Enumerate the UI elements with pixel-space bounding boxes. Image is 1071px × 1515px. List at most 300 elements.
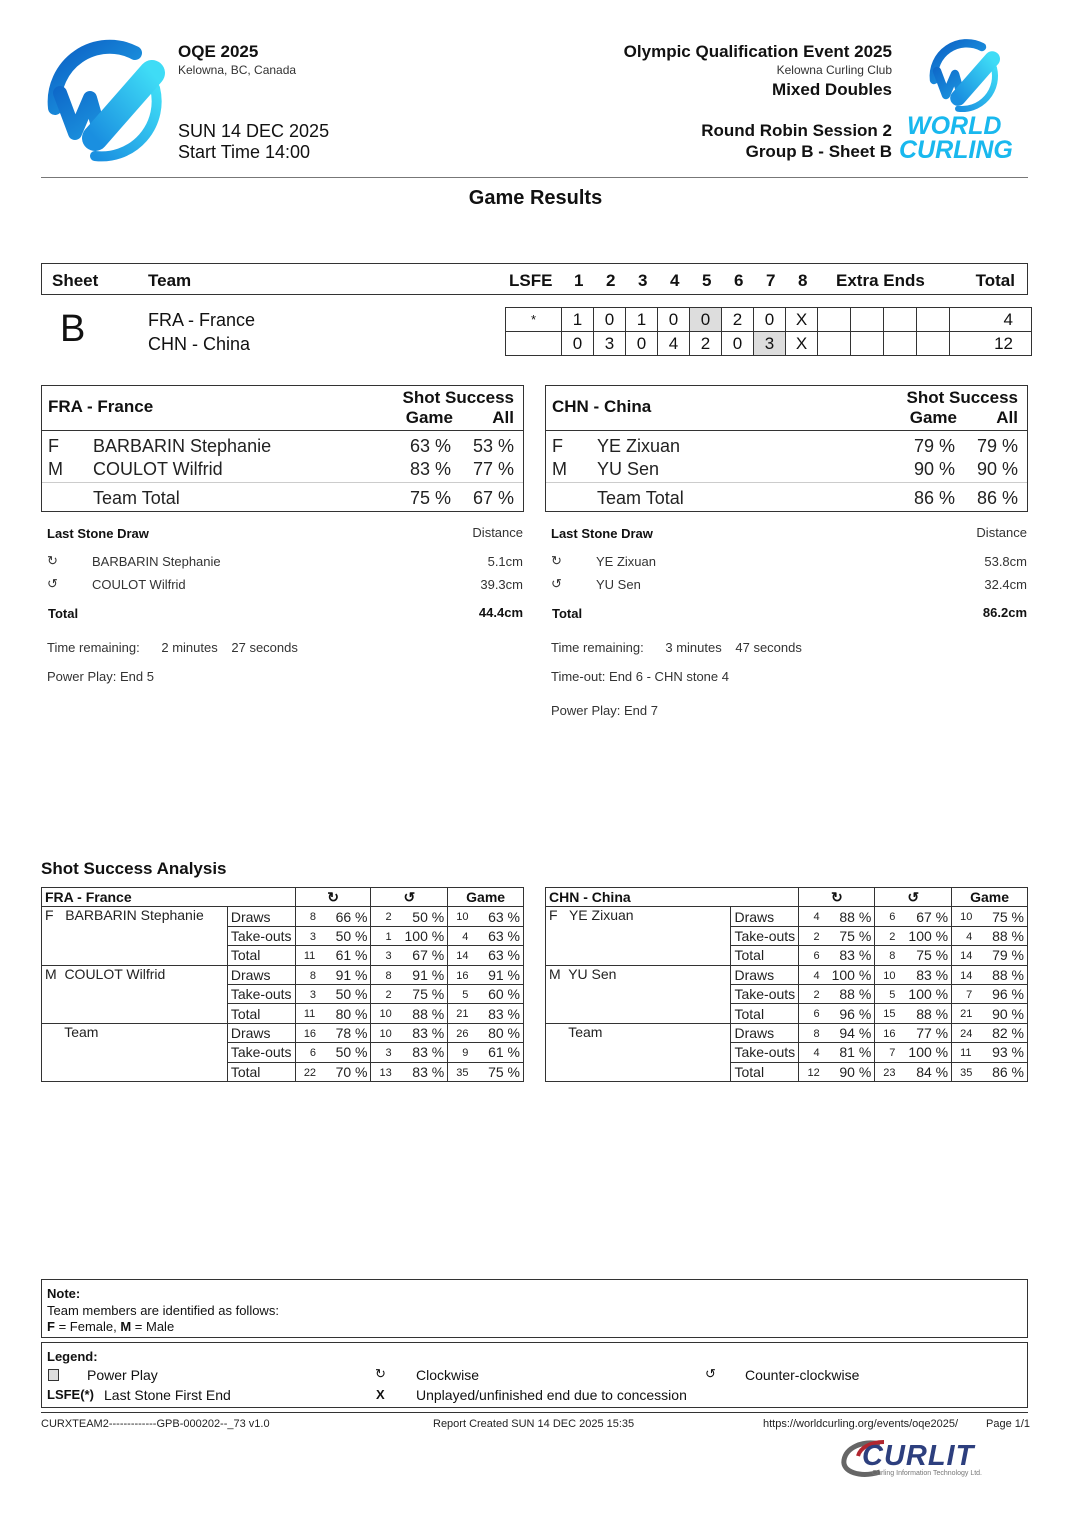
shot-pct: 90 %: [839, 1063, 872, 1080]
analysis-row: [546, 1023, 1028, 1042]
cw-stat: [295, 1062, 371, 1081]
time-remaining-chn: [551, 640, 802, 655]
ccw-stat: [875, 946, 952, 965]
shot-pct: 79 %: [992, 947, 1024, 964]
g-stat: [952, 1023, 1028, 1042]
cw-stat: [295, 946, 371, 965]
shot-count: 4: [462, 930, 469, 943]
g-stat: [448, 946, 524, 965]
g-stat: [448, 907, 524, 926]
pct-game: 90 %: [913, 459, 955, 479]
legend-x-key: X: [376, 1387, 385, 1402]
sheet-letter: B: [60, 308, 86, 350]
all-label: All: [492, 408, 514, 427]
shot-count: 8: [385, 969, 392, 982]
shot-success-header: [42, 386, 523, 431]
shot-count: 23: [883, 1066, 896, 1079]
shot-pct: 88 %: [916, 1005, 949, 1022]
cw-stat: [295, 965, 371, 984]
legend-title: Legend:: [47, 1349, 98, 1364]
shot-type: Total: [227, 1004, 295, 1023]
legend-lsfe-key: LSFE(*): [47, 1387, 94, 1402]
curlit-wordmark: CURLIT: [862, 1440, 975, 1472]
analysis-header-row: [42, 888, 524, 907]
shot-count: 35: [960, 1066, 973, 1079]
legend-power-play: Power Play: [87, 1367, 158, 1383]
shot-type: Draws: [227, 1023, 295, 1042]
shot-pct: 60 %: [488, 986, 520, 1003]
end-score: X: [786, 308, 818, 332]
ccw-stat: [371, 1023, 448, 1042]
shot-type: Draws: [731, 965, 799, 984]
col-total: Total: [975, 271, 1015, 290]
cw-stat: [799, 926, 875, 945]
page-number: Page 1/1: [986, 1418, 1031, 1430]
curlit-logo: [862, 1440, 974, 1473]
shot-pct: 83 %: [916, 966, 949, 983]
g-stat: [952, 946, 1028, 965]
brand-world: WORLD: [907, 112, 1002, 140]
g-stat: [448, 984, 524, 1003]
ccw-stat: [371, 926, 448, 945]
shot-type: Draws: [731, 907, 799, 926]
end-score: 4: [658, 332, 690, 356]
end-score: 2: [722, 308, 754, 332]
note-title: Note:: [47, 1286, 81, 1301]
team-name-fra: FRA - France: [148, 310, 256, 330]
shot-success-header: [546, 386, 1027, 431]
shot-pct: 88 %: [412, 1005, 445, 1022]
session: Round Robin Session 2: [701, 121, 892, 140]
seconds-label: seconds: [753, 640, 802, 655]
shot-count: 21: [960, 1008, 973, 1021]
shot-pct: 100 %: [908, 986, 949, 1003]
event-full-name: Olympic Qualification Event 2025: [623, 42, 892, 61]
shot-pct: 66 %: [335, 908, 368, 925]
end-score: 1: [562, 308, 594, 332]
player-name: COULOT Wilfrid: [93, 459, 223, 479]
shot-pct: 61 %: [335, 947, 368, 964]
curlit-subtitle: Curling Information Technology Ltd.: [872, 1470, 982, 1477]
event-url[interactable]: https://worldcurling.org/events/oqe2025/: [763, 1418, 959, 1430]
event-short-name: OQE 2025: [178, 42, 259, 61]
analysis-row: [546, 907, 1028, 926]
extra-end: [884, 332, 917, 356]
g-stat: [952, 1004, 1028, 1023]
shot-pct: 67 %: [916, 908, 949, 925]
female-value: = Female,: [54, 1319, 121, 1334]
shot-pct: 78 %: [335, 1024, 368, 1041]
shot-count: 6: [813, 1008, 820, 1021]
clockwise-icon: ↻: [295, 888, 371, 907]
shot-pct: 50 %: [335, 986, 368, 1003]
shot-pct: 83 %: [412, 1024, 445, 1041]
shot-pct: 96 %: [992, 986, 1024, 1003]
shot-count: 14: [456, 950, 469, 963]
ccw-stat: [875, 965, 952, 984]
time-remaining-label: Time remaining:: [551, 640, 644, 655]
ccw-stat: [875, 1023, 952, 1042]
end-score: 2: [690, 332, 722, 356]
col-lsfe: LSFE: [509, 271, 553, 290]
shot-count: 7: [966, 988, 973, 1001]
all-label: All: [996, 408, 1018, 427]
shot-count: 1: [385, 930, 392, 943]
g-stat: [952, 1043, 1028, 1062]
cw-stat: [799, 1043, 875, 1062]
shot-count: 4: [966, 930, 973, 943]
lsd-distance: 39.3cm: [480, 577, 523, 592]
team-name-chn: CHN - China: [148, 334, 251, 354]
shot-count: 24: [960, 1027, 973, 1040]
shot-count: 6: [889, 911, 896, 924]
shot-success-label: Shot Success: [906, 388, 1018, 407]
pct-all: 67 %: [472, 488, 514, 508]
shot-count: 4: [813, 911, 820, 924]
legend-clockwise: Clockwise: [416, 1367, 480, 1383]
shot-pct: 83 %: [412, 1044, 445, 1061]
shot-pct: 50 %: [335, 927, 368, 944]
analysis-row: [42, 965, 524, 984]
venue: Kelowna Curling Club: [776, 63, 892, 77]
cw-stat: [799, 965, 875, 984]
g-stat: [952, 926, 1028, 945]
scoreboard-header: [41, 263, 1028, 295]
end-score: 0: [722, 332, 754, 356]
end-score: X: [786, 332, 818, 356]
shot-count: 10: [379, 1027, 392, 1040]
analysis-header-row: [546, 888, 1028, 907]
lsfe-cell: [506, 332, 562, 356]
lsd-title: Last Stone Draw: [47, 526, 149, 541]
player-gender: F: [48, 436, 59, 456]
col-sheet: Sheet: [52, 271, 99, 290]
g-stat: [952, 984, 1028, 1003]
lsd-distance-label: Distance: [472, 525, 523, 540]
shot-pct: 61 %: [488, 1044, 520, 1061]
end-score: 0: [754, 308, 786, 332]
shot-count: 5: [889, 988, 896, 1001]
shot-count: 8: [309, 911, 316, 924]
shot-pct: 88 %: [839, 986, 872, 1003]
shot-count: 16: [456, 969, 469, 982]
analysis-table-chn: [545, 887, 1028, 1082]
g-stat: [952, 965, 1028, 984]
legend-x-value: Unplayed/unfinished end due to concession: [416, 1387, 687, 1403]
pct-all: 86 %: [976, 488, 1018, 508]
ccw-stat: [875, 1062, 952, 1081]
lsd-player: BARBARIN Stephanie: [92, 554, 221, 569]
shot-count: 26: [456, 1027, 469, 1040]
shot-count: 8: [889, 950, 896, 963]
shot-pct: 86 %: [992, 1063, 1024, 1080]
ccw-stat: [875, 1043, 952, 1062]
player-label: F BARBARIN Stephanie: [42, 907, 228, 965]
game-date: SUN 14 DEC 2025: [178, 121, 330, 141]
team-name: FRA - France: [42, 888, 296, 907]
shot-pct: 84 %: [916, 1063, 949, 1080]
shot-count: 5: [462, 988, 469, 1001]
shot-count: 6: [813, 950, 820, 963]
shot-type: Total: [227, 1062, 295, 1081]
g-stat: [448, 1004, 524, 1023]
extra-end: [884, 308, 917, 332]
team-name: CHN - China: [552, 397, 652, 416]
shot-count: 10: [960, 911, 973, 924]
extra-end: [917, 308, 950, 332]
player-label: F YE Zixuan: [546, 907, 731, 965]
lsd-player: COULOT Wilfrid: [92, 577, 186, 592]
legend-counter-clockwise: Counter-clockwise: [745, 1367, 860, 1383]
score-row-chn: [506, 332, 1032, 356]
time-remaining-fra: [47, 640, 298, 655]
end-score: 0: [594, 308, 626, 332]
g-stat: [448, 926, 524, 945]
shot-pct: 100 %: [908, 1044, 949, 1061]
event-location: Kelowna, BC, Canada: [178, 63, 297, 77]
pct-all: 90 %: [976, 459, 1018, 479]
shot-pct: 88 %: [992, 927, 1024, 944]
shot-pct: 91 %: [335, 966, 368, 983]
cw-stat: [295, 984, 371, 1003]
cw-stat: [295, 1043, 371, 1062]
extra-end: [818, 308, 851, 332]
counter-clockwise-icon: ↺: [551, 576, 562, 591]
clockwise-icon: ↻: [799, 888, 875, 907]
note-box: [41, 1279, 1028, 1338]
shot-pct: 91 %: [412, 966, 445, 983]
male-value: = Male: [131, 1319, 175, 1334]
minutes-value: 3: [665, 640, 673, 655]
cw-stat: [799, 1004, 875, 1023]
shot-count: 7: [889, 1047, 896, 1060]
extra-end: [851, 332, 884, 356]
shot-count: 14: [960, 950, 973, 963]
legend-lsfe-value: Last Stone First End: [104, 1387, 231, 1403]
shot-pct: 83 %: [488, 1005, 520, 1022]
pct-all: 79 %: [976, 436, 1018, 456]
pct-game: 86 %: [913, 488, 955, 508]
shot-pct: 91 %: [488, 966, 520, 983]
shot-count: 16: [303, 1027, 317, 1040]
start-time: Start Time 14:00: [178, 142, 311, 162]
shot-count: 8: [813, 1027, 820, 1040]
analysis-row: [42, 1023, 524, 1042]
shot-pct: 83 %: [412, 1063, 445, 1080]
cw-stat: [799, 907, 875, 926]
clockwise-icon: ↻: [375, 1366, 386, 1381]
clockwise-icon: ↻: [47, 553, 58, 568]
shot-count: 2: [813, 988, 820, 1001]
clockwise-icon: ↻: [551, 553, 562, 568]
player-name: YE Zixuan: [597, 436, 681, 456]
brand-curling: CURLING: [899, 136, 1013, 164]
ccw-stat: [371, 965, 448, 984]
extra-end: [917, 332, 950, 356]
counter-clockwise-icon: ↺: [371, 888, 448, 907]
shot-pct: 63 %: [488, 908, 520, 925]
report-created: Report Created SUN 14 DEC 2025 15:35: [433, 1418, 635, 1430]
shot-pct: 100 %: [831, 966, 872, 983]
shot-type: Take-outs: [227, 926, 295, 945]
seconds-label: seconds: [249, 640, 298, 655]
seconds-value: 47: [735, 640, 750, 655]
player-name: BARBARIN Stephanie: [93, 436, 272, 456]
lsfe-cell: *: [506, 308, 562, 332]
shot-pct: 75 %: [916, 947, 949, 964]
analysis-row: [42, 907, 524, 926]
score-row-fra: [506, 308, 1032, 332]
shot-count: 15: [883, 1008, 896, 1021]
time-remaining-label: Time remaining:: [47, 640, 140, 655]
row-divider: [42, 482, 523, 483]
team-total-label: Team Total: [93, 488, 180, 508]
g-stat: [952, 907, 1028, 926]
player-gender: F: [552, 436, 563, 456]
shot-count: 6: [309, 1047, 316, 1060]
col-team: Team: [148, 271, 192, 290]
shot-count: 13: [379, 1066, 392, 1079]
game-label: Game: [952, 888, 1028, 907]
shot-count: 3: [309, 930, 316, 943]
minutes-label: minutes: [676, 640, 722, 655]
game-note: Power Play: End 7: [551, 703, 658, 718]
analysis-title: Shot Success Analysis: [41, 859, 227, 878]
shot-pct: 80 %: [488, 1024, 520, 1041]
scoreboard-grid: [505, 307, 1032, 356]
analysis-table-fra: [41, 887, 524, 1082]
game-note: Power Play: End 5: [47, 669, 154, 684]
lsd-distance: 53.8cm: [984, 554, 1027, 569]
pct-game: 83 %: [409, 459, 451, 479]
player-label: M YU Sen: [546, 965, 731, 1023]
col-end-5: 5: [702, 271, 712, 290]
note-line: Team members are identified as follows:: [47, 1302, 279, 1318]
g-stat: [448, 1062, 524, 1081]
shot-pct: 100 %: [404, 927, 445, 944]
shot-pct: 63 %: [488, 927, 520, 944]
shot-pct: 77 %: [916, 1024, 949, 1041]
page-title: Game Results: [468, 187, 603, 209]
game-label: Game: [405, 408, 453, 427]
power-play-swatch-icon: [48, 1369, 59, 1381]
world-curling-logo-icon: [40, 38, 170, 163]
pct-game: 79 %: [913, 436, 955, 456]
g-stat: [952, 1062, 1028, 1081]
shot-count: 2: [385, 988, 392, 1001]
lsd-player: YU Sen: [596, 577, 641, 592]
end-score-power-play: 0: [690, 308, 722, 332]
shot-type: Draws: [731, 1023, 799, 1042]
shot-pct: 90 %: [992, 1005, 1024, 1022]
end-score-power-play: 3: [754, 332, 786, 356]
lsd-total-label: Total: [552, 606, 583, 621]
cw-stat: [799, 946, 875, 965]
shot-count: 35: [456, 1066, 469, 1079]
shot-count: 4: [813, 1047, 820, 1060]
shot-count: 9: [462, 1047, 469, 1060]
shot-count: 8: [309, 969, 316, 982]
team-total-label: Team Total: [597, 488, 684, 508]
discipline: Mixed Doubles: [772, 80, 892, 99]
g-stat: [448, 1043, 524, 1062]
shot-count: 10: [456, 911, 469, 924]
shot-type: Draws: [227, 965, 295, 984]
cw-stat: [799, 984, 875, 1003]
shot-pct: 75 %: [412, 986, 445, 1003]
legend-box: [41, 1342, 1028, 1408]
lsd-player: YE Zixuan: [596, 554, 656, 569]
shot-pct: 75 %: [488, 1063, 520, 1080]
player-gender: M: [48, 459, 63, 479]
shot-pct: 80 %: [335, 1005, 368, 1022]
shot-pct: 100 %: [908, 927, 949, 944]
shot-type: Total: [227, 946, 295, 965]
shot-type: Take-outs: [227, 1043, 295, 1062]
shot-pct: 96 %: [839, 1005, 872, 1022]
lsd-total: 86.2cm: [982, 605, 1027, 620]
shot-count: 22: [303, 1066, 317, 1079]
pct-game: 75 %: [409, 488, 451, 508]
note-gender-key: [47, 1319, 1022, 1336]
player-label: M COULOT Wilfrid: [42, 965, 228, 1023]
shot-count: 11: [303, 1008, 316, 1021]
shot-type: Draws: [227, 907, 295, 926]
col-extra-ends: Extra Ends: [836, 271, 925, 290]
shot-count: 3: [385, 1047, 392, 1060]
shot-pct: 94 %: [839, 1024, 872, 1041]
minutes-value: 2: [161, 640, 169, 655]
ccw-stat: [371, 946, 448, 965]
player-name: YU Sen: [597, 459, 660, 479]
ccw-stat: [371, 1004, 448, 1023]
pct-all: 53 %: [472, 436, 514, 456]
extra-end: [818, 332, 851, 356]
team-name: FRA - France: [48, 397, 154, 416]
col-end-6: 6: [734, 271, 744, 290]
shot-count: 2: [813, 930, 820, 943]
shot-pct: 88 %: [992, 966, 1024, 983]
ccw-stat: [371, 907, 448, 926]
shot-type: Take-outs: [731, 1043, 799, 1062]
game-label: Game: [909, 408, 957, 427]
shot-success-fra: [41, 385, 524, 512]
game-note: Time-out: End 6 - CHN stone 4: [551, 669, 729, 684]
shot-type: Take-outs: [731, 926, 799, 945]
col-end-2: 2: [606, 271, 616, 290]
shot-type: Total: [731, 946, 799, 965]
female-key: F: [47, 1319, 55, 1334]
ccw-stat: [875, 984, 952, 1003]
shot-count: 10: [379, 1008, 392, 1021]
header-divider: [41, 177, 1028, 178]
shot-count: 2: [385, 911, 392, 924]
cw-stat: [295, 907, 371, 926]
shot-success-label: Shot Success: [402, 388, 514, 407]
total-score: 12: [950, 332, 1032, 356]
g-stat: [448, 965, 524, 984]
shot-type: Total: [731, 1062, 799, 1081]
counter-clockwise-icon: ↺: [47, 576, 58, 591]
shot-count: 10: [883, 969, 896, 982]
col-end-4: 4: [670, 271, 680, 290]
minutes-label: minutes: [172, 640, 218, 655]
shot-pct: 88 %: [839, 908, 872, 925]
pct-game: 63 %: [409, 436, 451, 456]
shot-type: Take-outs: [731, 984, 799, 1003]
counter-clockwise-icon: ↺: [875, 888, 952, 907]
shot-pct: 81 %: [839, 1044, 872, 1061]
